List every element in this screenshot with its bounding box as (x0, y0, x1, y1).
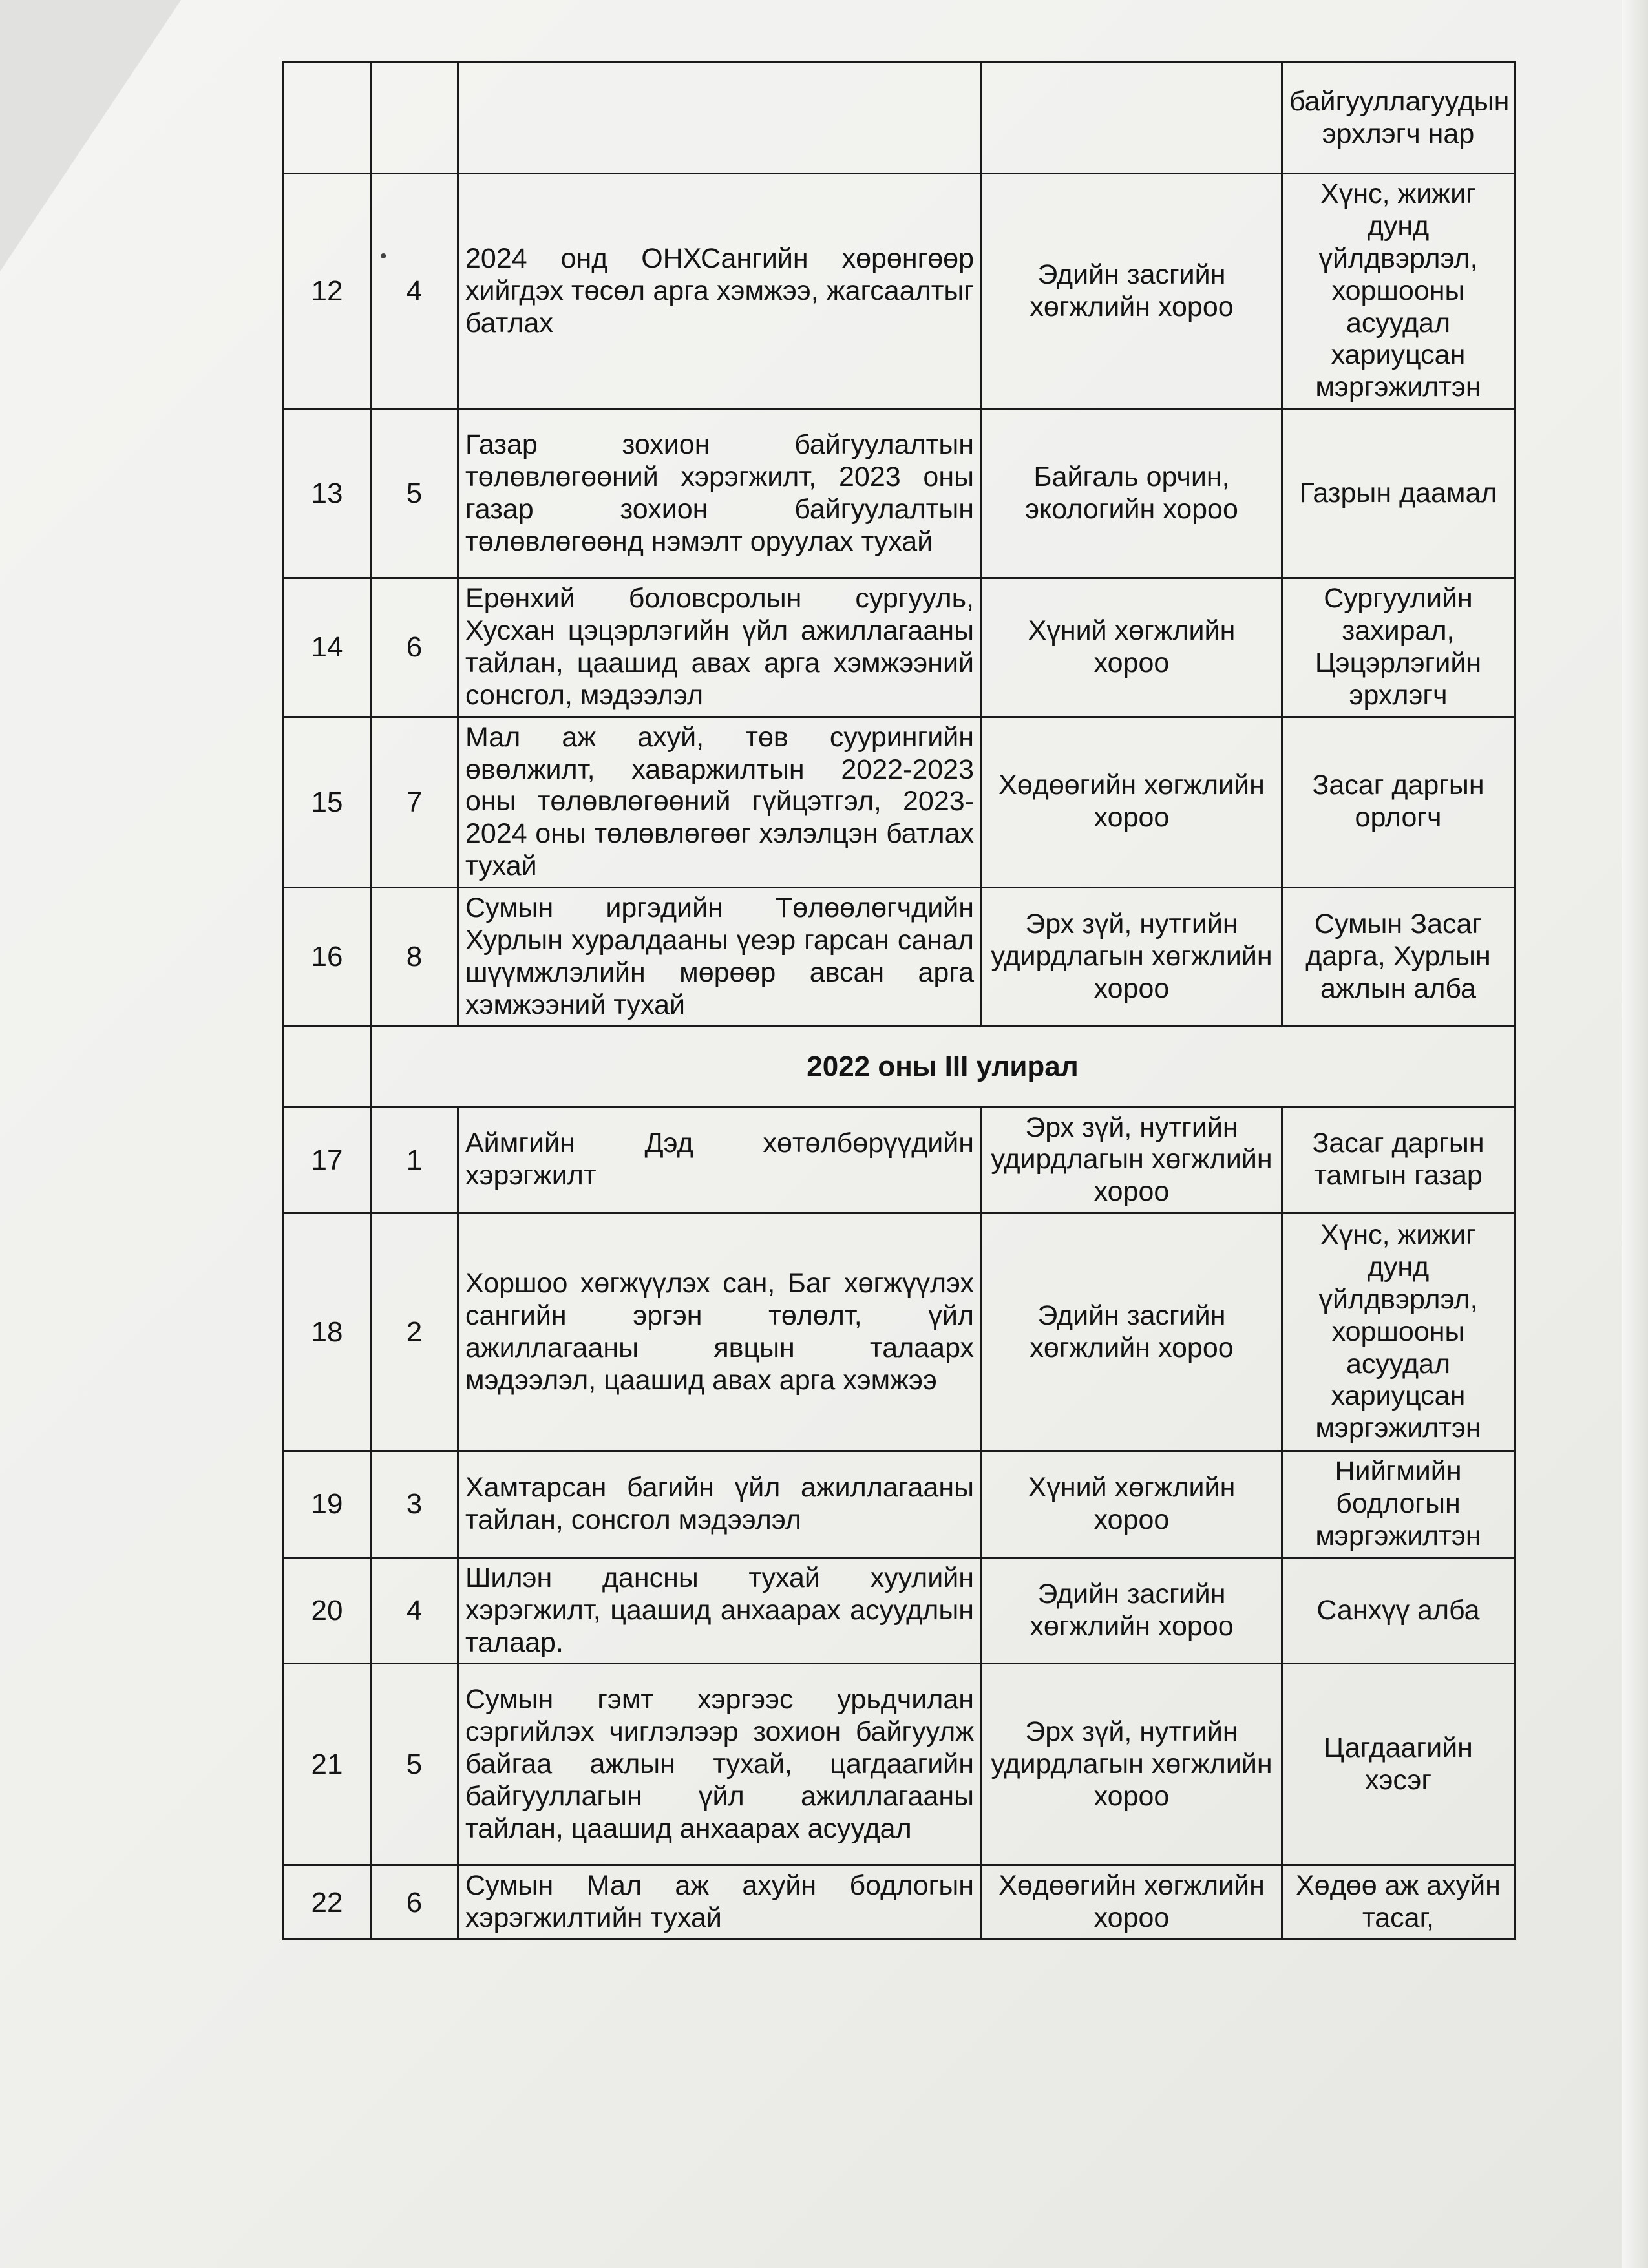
cell-no: 12 (284, 174, 371, 409)
cell-no: 20 (284, 1557, 371, 1664)
cell-topic: Сумын гэмт хэргээс урьдчилан сэргийлэх чиглэлээр зохион байгуулж байгаа ажлын тухай, цагдаагийн байгууллагын үйл ажиллагааны тайлан, цаашид анхаарах асуудал (458, 1664, 982, 1865)
cell-sub: 4 (371, 1557, 458, 1664)
cell-committee (982, 63, 1282, 174)
cell-responsible: Хүнс, жижиг дунд үйлдвэрлэл, хоршооны асуудал хариуцсан мэргэжилтэн (1282, 174, 1515, 409)
cell-committee: Хөдөөгийн хөгжлийн хороо (982, 717, 1282, 887)
cell-no: 13 (284, 409, 371, 578)
cell-topic: Сумын иргэдийн Төлөөлөгчдийн Хурлын хуралдааны үеэр гарсан санал шүүмжлэлийн мөрөөр авсан арга хэмжээний тухай (458, 888, 982, 1027)
cell-responsible: Газрын даамал (1282, 409, 1515, 578)
cell-sub: 8 (371, 888, 458, 1027)
cell-no: 22 (284, 1865, 371, 1940)
cell-topic: Газар зохион байгуулалтын төлөвлөгөөний хэрэгжилт, 2023 оны газар зохион байгуулалтын төлөвлөгөөнд нэмэлт оруулах тухай (458, 409, 982, 578)
table-row (284, 174, 1515, 409)
cell-topic: Хамтарсан багийн үйл ажиллагааны тайлан, сонсгол мэдээлэл (458, 1451, 982, 1558)
cell-no: 18 (284, 1213, 371, 1451)
cell-responsible: Сургуулийн захирал, Цэцэрлэгийн эрхлэгч (1282, 578, 1515, 717)
cell-no (284, 63, 371, 174)
cell-sub: 2 (371, 1213, 458, 1451)
cell-committee: Эдийн засгийн хөгжлийн хороо (982, 174, 1282, 409)
cell-committee: Эрх зүй, нутгийн удирдлагын хөгжлийн хороо (982, 1107, 1282, 1213)
plan-table (282, 61, 1516, 1940)
cell-topic: Ерөнхий боловсролын сургууль, Хусхан цэцэрлэгийн үйл ажиллагааны тайлан, цаашид авах арга хэмжээний сонсгол, мэдээлэл (458, 578, 982, 717)
page-edge (1622, 0, 1648, 2268)
cell-sub: 7 (371, 717, 458, 887)
cell-no: 16 (284, 888, 371, 1027)
table-row (284, 409, 1515, 578)
cell-committee: Эдийн засгийн хөгжлийн хороо (982, 1557, 1282, 1664)
cell-topic: 2024 онд ОНХСангийн хөрөнгөөр хийгдэх төсөл арга хэмжээ, жагсаалтыг батлах (458, 174, 982, 409)
cell-sub: 5 (371, 1664, 458, 1865)
cell-sub: 3 (371, 1451, 458, 1558)
cell-responsible: Нийгмийн бодлогын мэргэжилтэн (1282, 1451, 1515, 1558)
cell-no (284, 1026, 371, 1107)
table-row (284, 717, 1515, 887)
table-row (284, 1107, 1515, 1213)
cell-responsible: Цагдаагийн хэсэг (1282, 1664, 1515, 1865)
cell-committee: Хөдөөгийн хөгжлийн хороо (982, 1865, 1282, 1940)
cell-topic: Хоршоо хөгжүүлэх сан, Баг хөгжүүлэх сангийн эргэн төлөлт, үйл ажиллагааны явцын талаарх мэдээлэл, цаашид авах арга хэмжээ (458, 1213, 982, 1451)
table-row (284, 1557, 1515, 1664)
cell-no: 19 (284, 1451, 371, 1558)
cell-topic: Мал аж ахуй, төв суурингийн өвөлжилт, хаваржилтын 2022-2023 оны төлөвлөгөөний гүйцэтгэл, 2023-2024 оны төлөвлөгөөг хэлэлцэн батлах тухай (458, 717, 982, 887)
cell-topic (458, 63, 982, 174)
scan-speck: • (380, 246, 387, 267)
cell-sub: 1 (371, 1107, 458, 1213)
cell-topic: Шилэн дансны тухай хуулийн хэрэгжилт, цаашид анхаарах асуудлын талаар. (458, 1557, 982, 1664)
table-row-continuation (284, 63, 1515, 174)
table-row (284, 578, 1515, 717)
cell-sub: 6 (371, 1865, 458, 1940)
cell-sub: 5 (371, 409, 458, 578)
cell-responsible: Засаг даргын тамгын газар (1282, 1107, 1515, 1213)
table-row (284, 1451, 1515, 1558)
page-corner-shadow (0, 0, 181, 271)
cell-committee: Хүний хөгжлийн хороо (982, 578, 1282, 717)
cell-no: 17 (284, 1107, 371, 1213)
cell-sub: 6 (371, 578, 458, 717)
cell-no: 14 (284, 578, 371, 717)
cell-responsible: Хүнс, жижиг дунд үйлдвэрлэл, хоршооны асуудал хариуцсан мэргэжилтэн (1282, 1213, 1515, 1451)
cell-committee: Эрх зүй, нутгийн удирдлагын хөгжлийн хороо (982, 888, 1282, 1027)
cell-committee: Байгаль орчин, экологийн хороо (982, 409, 1282, 578)
cell-committee: Эдийн засгийн хөгжлийн хороо (982, 1213, 1282, 1451)
table-row (284, 1865, 1515, 1940)
cell-responsible: Засаг даргын орлогч (1282, 717, 1515, 887)
table-row (284, 1664, 1515, 1865)
cell-topic: Аймгийн Дэд хөтөлбөрүүдийн хэрэгжилт (458, 1107, 982, 1213)
section-title: 2022 оны III улирал (371, 1026, 1515, 1107)
cell-no: 21 (284, 1664, 371, 1865)
cell-responsible: байгууллагуудын эрхлэгч нар (1282, 63, 1515, 174)
cell-topic: Сумын Мал аж ахуйн бодлогын хэрэгжилтийн тухай (458, 1865, 982, 1940)
cell-committee: Хүний хөгжлийн хороо (982, 1451, 1282, 1558)
cell-responsible: Санхүү алба (1282, 1557, 1515, 1664)
cell-committee: Эрх зүй, нутгийн удирдлагын хөгжлийн хороо (982, 1664, 1282, 1865)
section-row (284, 1026, 1515, 1107)
cell-sub (371, 63, 458, 174)
cell-responsible: Сумын Засаг дарга, Хурлын ажлын алба (1282, 888, 1515, 1027)
table-row (284, 1213, 1515, 1451)
table-row (284, 888, 1515, 1027)
cell-sub: 4 (371, 174, 458, 409)
cell-no: 15 (284, 717, 371, 887)
cell-responsible: Хөдөө аж ахуйн тасаг, (1282, 1865, 1515, 1940)
